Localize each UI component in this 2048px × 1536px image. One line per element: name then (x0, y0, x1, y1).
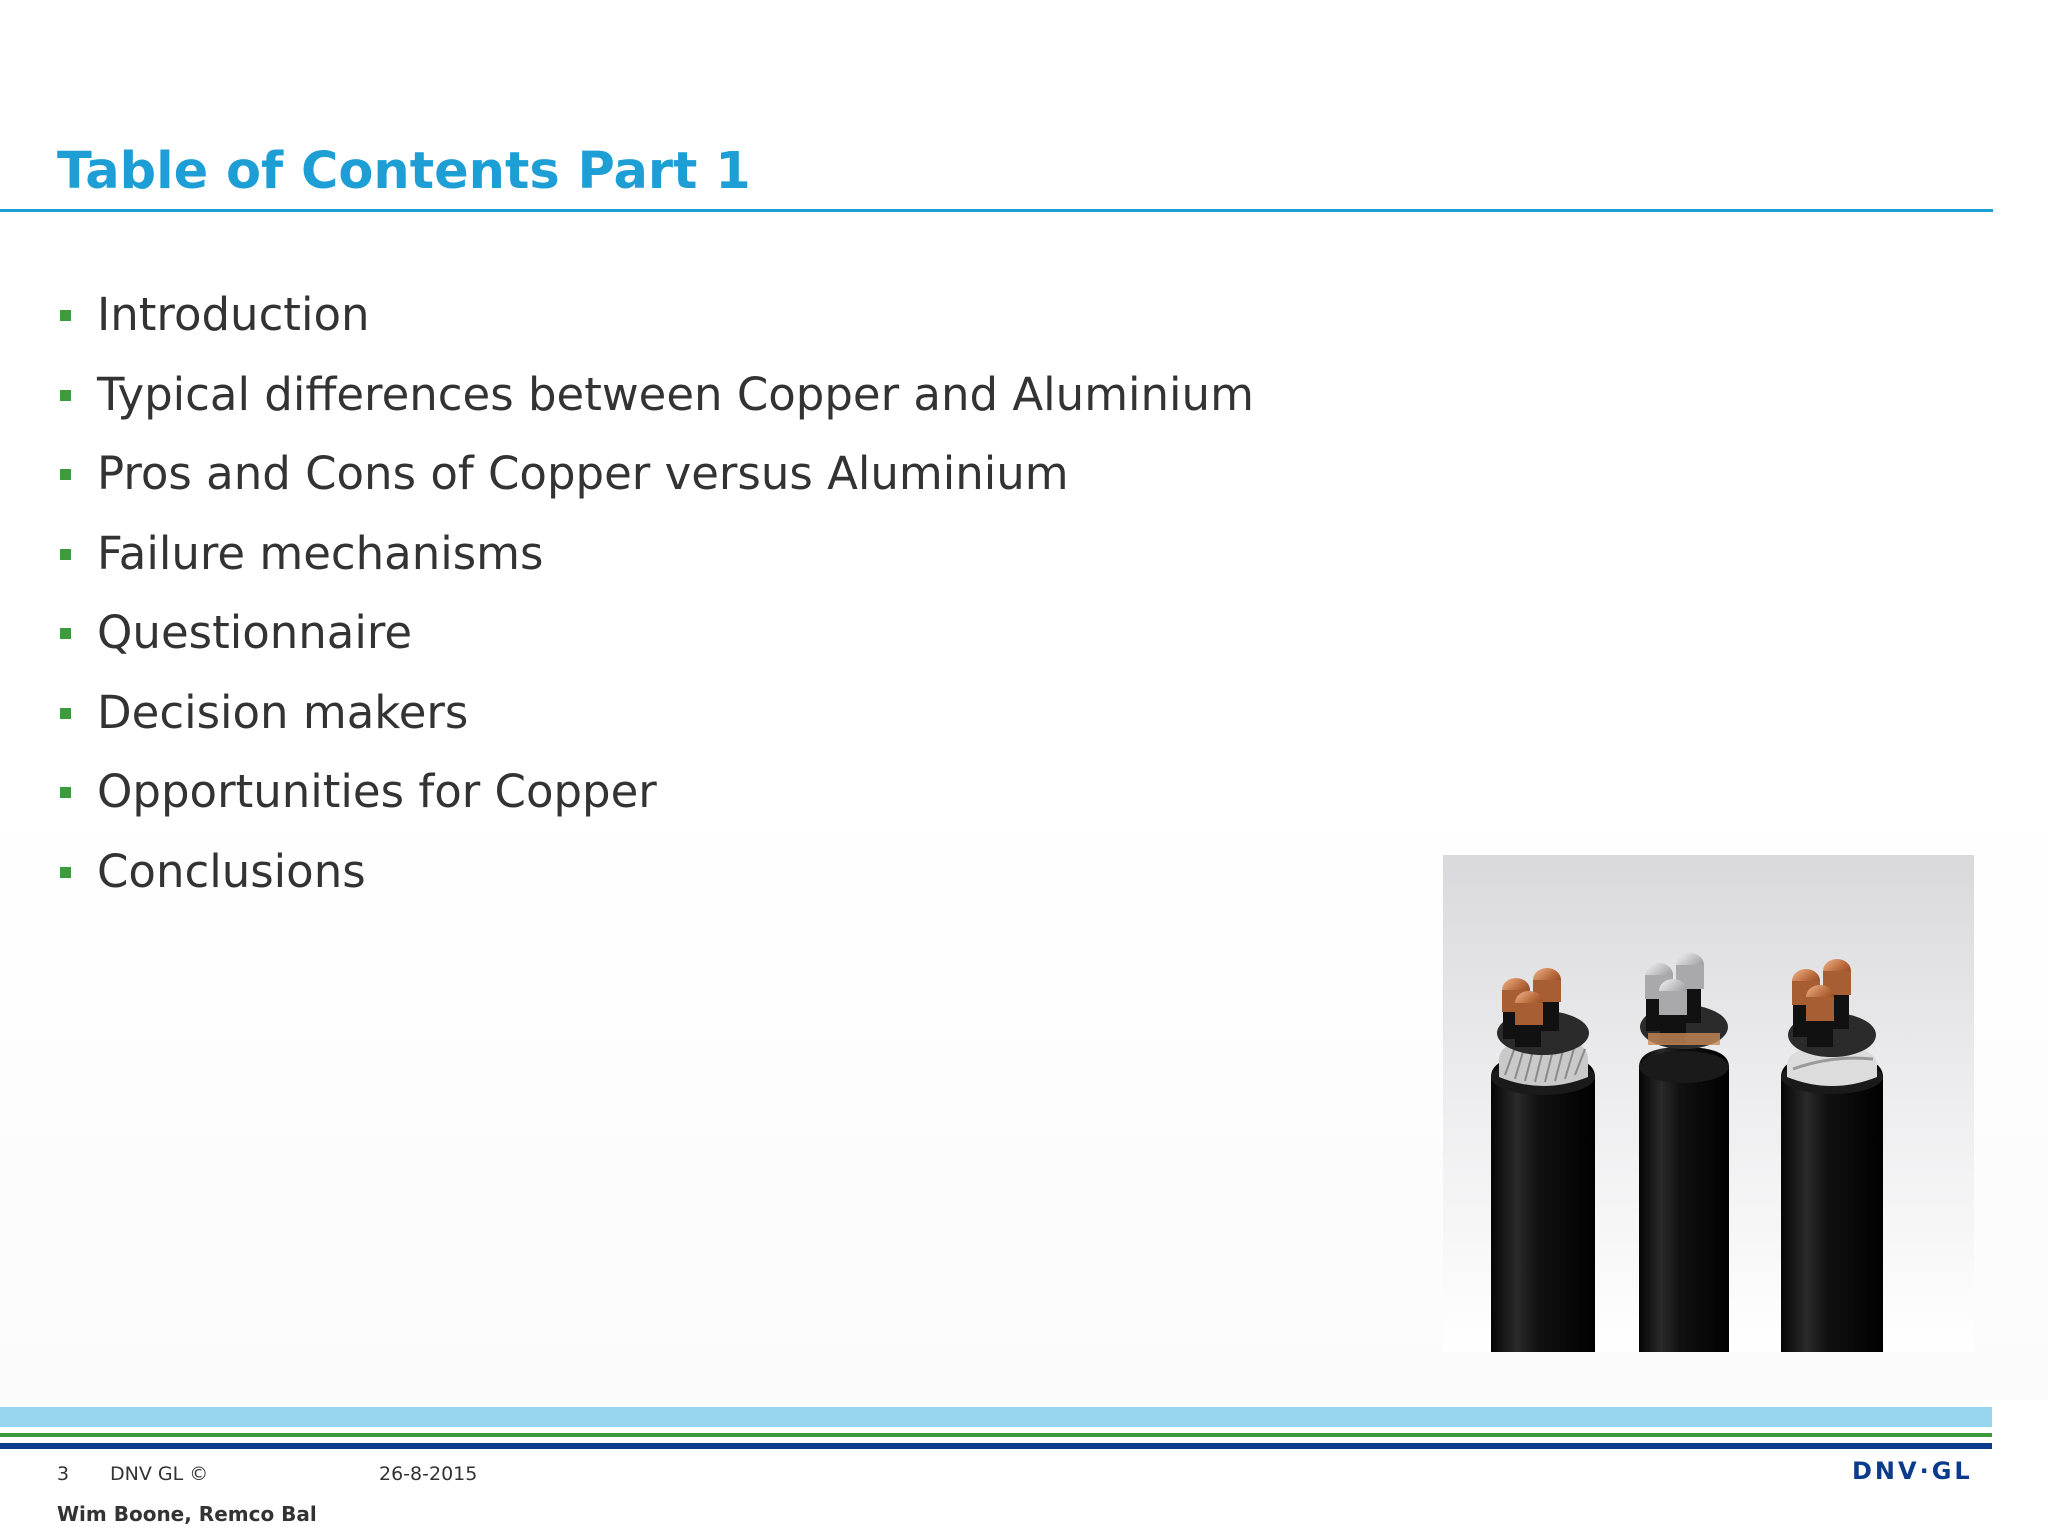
bullet-icon (60, 628, 71, 639)
bullet-icon (60, 310, 71, 321)
toc-item (57, 601, 1254, 681)
toc-item-label: Opportunities for Copper (97, 765, 657, 818)
authors-text: Wim Boone, Remco Bal (57, 1502, 317, 1526)
toc-item-label: Decision makers (97, 685, 469, 739)
toc-item (57, 840, 1254, 920)
dnv-gl-logo: DNV·GL (1852, 1457, 1973, 1485)
copyright-text: DNV GL © (110, 1463, 209, 1485)
toc-item (57, 363, 1254, 443)
toc-item (57, 681, 1254, 761)
bullet-icon (60, 390, 71, 401)
table-of-contents-list (57, 283, 1254, 919)
toc-item (57, 283, 1254, 363)
toc-item-label: Conclusions (97, 844, 366, 898)
toc-item-label: Typical differences between Copper and Aluminium (97, 367, 1254, 421)
toc-item-label: Failure mechanisms (97, 526, 544, 580)
date-text: 26-8-2015 (379, 1463, 478, 1485)
toc-item-label: Pros and Cons of Copper versus Aluminium (97, 447, 1069, 500)
toc-item (57, 760, 1254, 840)
page-number: 3 (57, 1463, 70, 1485)
toc-item-label: Introduction (97, 288, 370, 341)
bullet-icon (60, 708, 71, 719)
footer-band-green (0, 1433, 1992, 1437)
toc-item (57, 442, 1254, 522)
slide-title: Table of Contents Part 1 (57, 142, 751, 201)
footer-band-dark-blue (0, 1443, 1992, 1449)
toc-item-label: Questionnaire (97, 606, 413, 659)
bullet-icon (60, 867, 71, 878)
bullet-icon (60, 469, 71, 480)
cable-photo (1443, 855, 1974, 1352)
bullet-icon (60, 787, 71, 798)
title-underline (0, 209, 1993, 212)
footer-band-light-blue (0, 1407, 1992, 1427)
bullet-icon (60, 549, 71, 560)
toc-item (57, 522, 1254, 602)
